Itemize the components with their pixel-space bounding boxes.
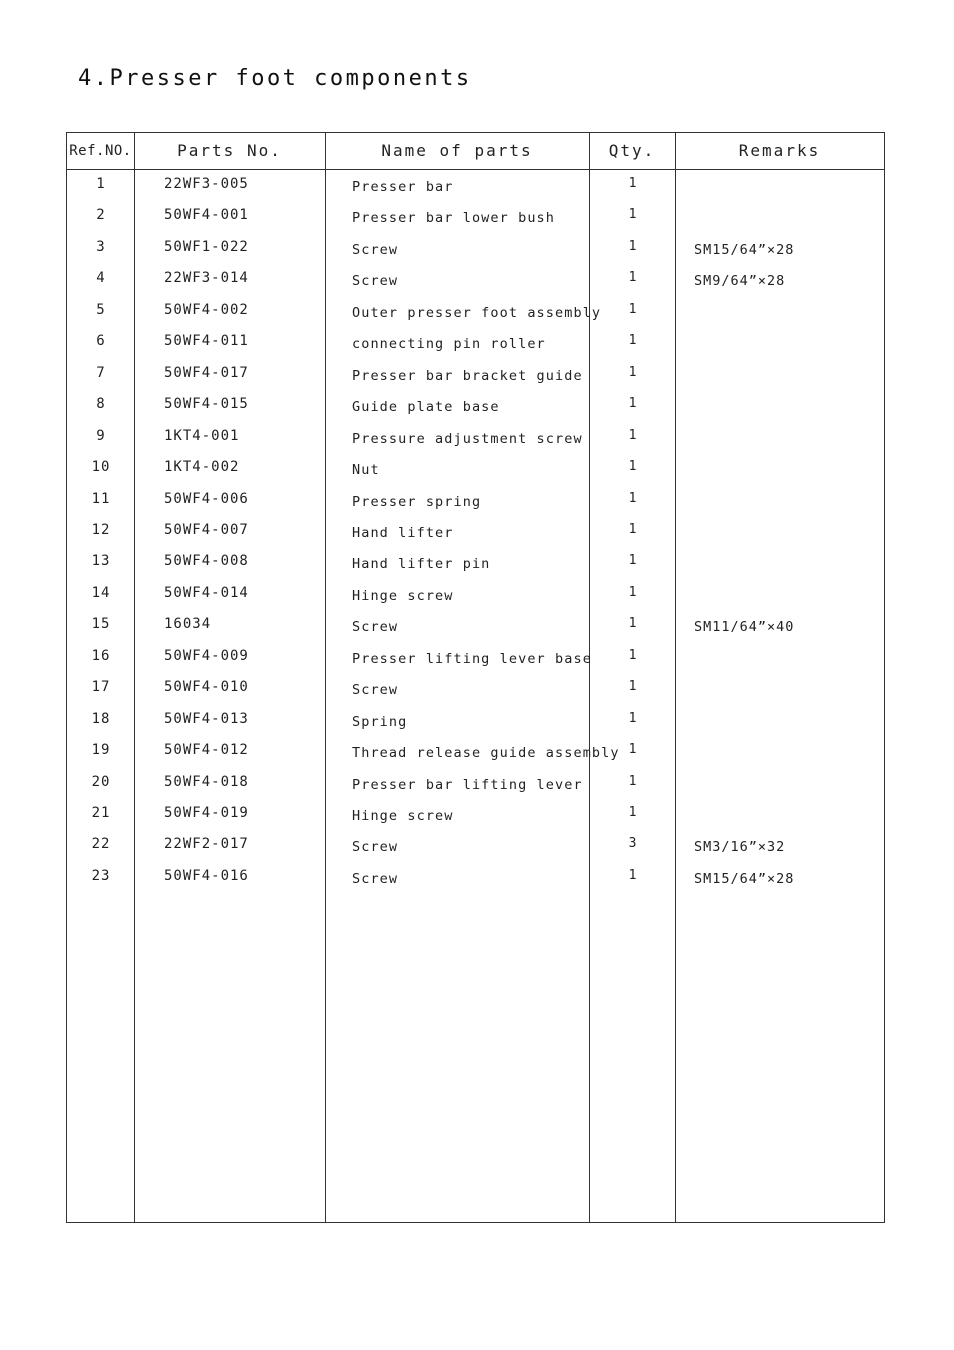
table-row [67,390,884,421]
table-row [67,705,884,736]
qty-cell: 1 [628,301,638,317]
page-title: 4.Presser foot components [78,66,472,91]
qty-cell: 1 [628,647,638,663]
header-name: Name of parts [381,141,533,160]
part-name-cell: Outer presser foot assembly [352,304,602,321]
part-name-cell: Nut [352,462,380,479]
table-row [67,673,884,704]
table-row [67,327,884,358]
parts-no-cell: 50WF4-006 [164,490,249,507]
table-row [67,610,884,641]
table-row [67,862,884,893]
parts-no-cell: 50WF4-012 [164,742,249,759]
remarks-cell: SM11/64”×40 [694,619,795,636]
ref-no-cell: 12 [91,521,111,538]
table-row [67,453,884,484]
part-name-cell: Screw [352,682,399,699]
part-name-cell: Screw [352,619,399,636]
ref-no-cell: 11 [91,490,111,507]
parts-table [66,132,885,1223]
parts-no-cell: 50WF4-016 [164,867,249,884]
qty-cell: 1 [628,710,638,726]
qty-cell: 1 [628,364,638,380]
part-name-cell: Screw [352,839,399,856]
table-row [67,579,884,610]
parts-no-cell: 50WF4-001 [164,207,249,224]
parts-no-cell: 50WF4-019 [164,805,249,821]
part-name-cell: Pressure adjustment screw [352,430,583,447]
remarks-cell: SM15/64”×28 [694,241,795,258]
part-name-cell: Presser bar lower bush [352,210,556,227]
ref-no-cell: 16 [91,647,111,664]
ref-no-cell: 14 [91,584,111,601]
ref-no-cell: 9 [96,427,106,444]
parts-no-cell: 50WF4-008 [164,553,249,570]
table-row [67,516,884,547]
ref-no-cell: 6 [96,333,106,350]
parts-no-cell: 1KT4-002 [164,459,240,476]
ref-no-cell: 10 [91,459,111,476]
part-name-cell: Presser bar [352,179,454,195]
remarks-cell: SM15/64”×28 [694,870,795,887]
part-name-cell: Screw [352,273,399,290]
part-name-cell: Guide plate base [352,399,500,416]
qty-cell: 1 [628,490,638,506]
ref-no-cell: 19 [91,742,111,759]
part-name-cell: Presser bar bracket guide [352,367,583,384]
part-name-cell: Thread release guide assembly [352,745,620,762]
ref-no-cell: 23 [91,867,111,884]
ref-no-cell: 20 [91,773,111,790]
ref-no-cell: 2 [96,207,106,224]
qty-cell: 1 [628,333,638,349]
parts-no-cell: 50WF4-018 [164,773,249,790]
ref-no-cell: 3 [96,238,106,255]
ref-no-cell: 7 [96,364,106,381]
part-name-cell: Hinge screw [352,808,454,824]
parts-no-cell: 50WF4-014 [164,584,249,601]
qty-cell: 1 [628,521,638,537]
part-name-cell: Spring [352,713,408,730]
qty-cell: 1 [628,459,638,475]
table-row [67,799,884,830]
qty-cell: 1 [628,396,638,412]
qty-cell: 1 [628,427,638,443]
qty-cell: 1 [628,773,638,789]
part-name-cell: Screw [352,870,399,887]
parts-no-cell: 50WF4-007 [164,521,249,538]
header-parts-no: Parts No. [177,141,282,160]
part-name-cell: Hand lifter [352,524,454,541]
table-row [67,830,884,861]
qty-cell: 1 [628,238,638,254]
parts-no-cell: 50WF4-011 [164,333,249,350]
ref-no-cell: 4 [96,270,106,287]
part-name-cell: Hand lifter pin [352,556,491,573]
qty-cell: 1 [628,867,638,883]
parts-no-cell: 50WF4-017 [164,364,249,381]
qty-cell: 1 [628,553,638,569]
qty-cell: 1 [628,616,638,632]
header-qty: Qty. [608,141,656,160]
part-name-cell: Hinge screw [352,587,454,604]
table-row [67,642,884,673]
parts-no-cell: 22WF2-017 [164,836,249,853]
parts-no-cell: 50WF4-013 [164,710,249,727]
part-name-cell: Presser bar lifting lever [352,776,583,793]
table-row [67,359,884,390]
parts-no-cell: 50WF1-022 [164,238,249,255]
ref-no-cell: 17 [91,679,111,696]
ref-no-cell: 18 [91,710,111,727]
table-row [67,170,884,201]
parts-no-cell: 16034 [164,616,212,633]
part-name-cell: connecting pin roller [352,336,546,353]
ref-no-cell: 5 [96,301,106,318]
table-row [67,736,884,767]
table-row [67,201,884,232]
qty-cell: 1 [628,584,638,600]
ref-no-cell: 8 [96,396,106,413]
parts-no-cell: 50WF4-009 [164,647,249,664]
table-row [67,547,884,578]
table-row [67,233,884,264]
parts-no-cell: 50WF4-010 [164,679,249,696]
qty-cell: 1 [628,679,638,695]
parts-no-cell: 22WF3-014 [164,270,249,287]
ref-no-cell: 22 [91,836,111,853]
ref-no-cell: 1 [96,176,106,192]
header-ref-no: Ref.NO. [69,143,132,159]
part-name-cell: Screw [352,241,399,258]
header-remarks: Remarks [738,141,821,160]
qty-cell: 1 [628,176,638,191]
ref-no-cell: 15 [91,616,111,633]
table-row [67,296,884,327]
qty-cell: 1 [628,270,638,286]
ref-no-cell: 21 [91,805,111,821]
part-name-cell: Presser spring [352,493,482,510]
qty-cell: 3 [628,836,638,852]
ref-no-cell: 13 [91,553,111,570]
qty-cell: 1 [628,742,638,758]
parts-no-cell: 1KT4-001 [164,427,240,444]
qty-cell: 1 [628,805,638,820]
part-name-cell: Presser lifting lever base [352,650,592,667]
parts-no-cell: 50WF4-002 [164,301,249,318]
table-row [67,768,884,799]
table-row [67,485,884,516]
qty-cell: 1 [628,207,638,223]
table-row [67,422,884,453]
remarks-cell: SM3/16”×32 [694,839,786,856]
table-row [67,264,884,295]
remarks-cell: SM9/64”×28 [694,273,786,290]
parts-no-cell: 50WF4-015 [164,396,249,413]
parts-no-cell: 22WF3-005 [164,176,249,192]
